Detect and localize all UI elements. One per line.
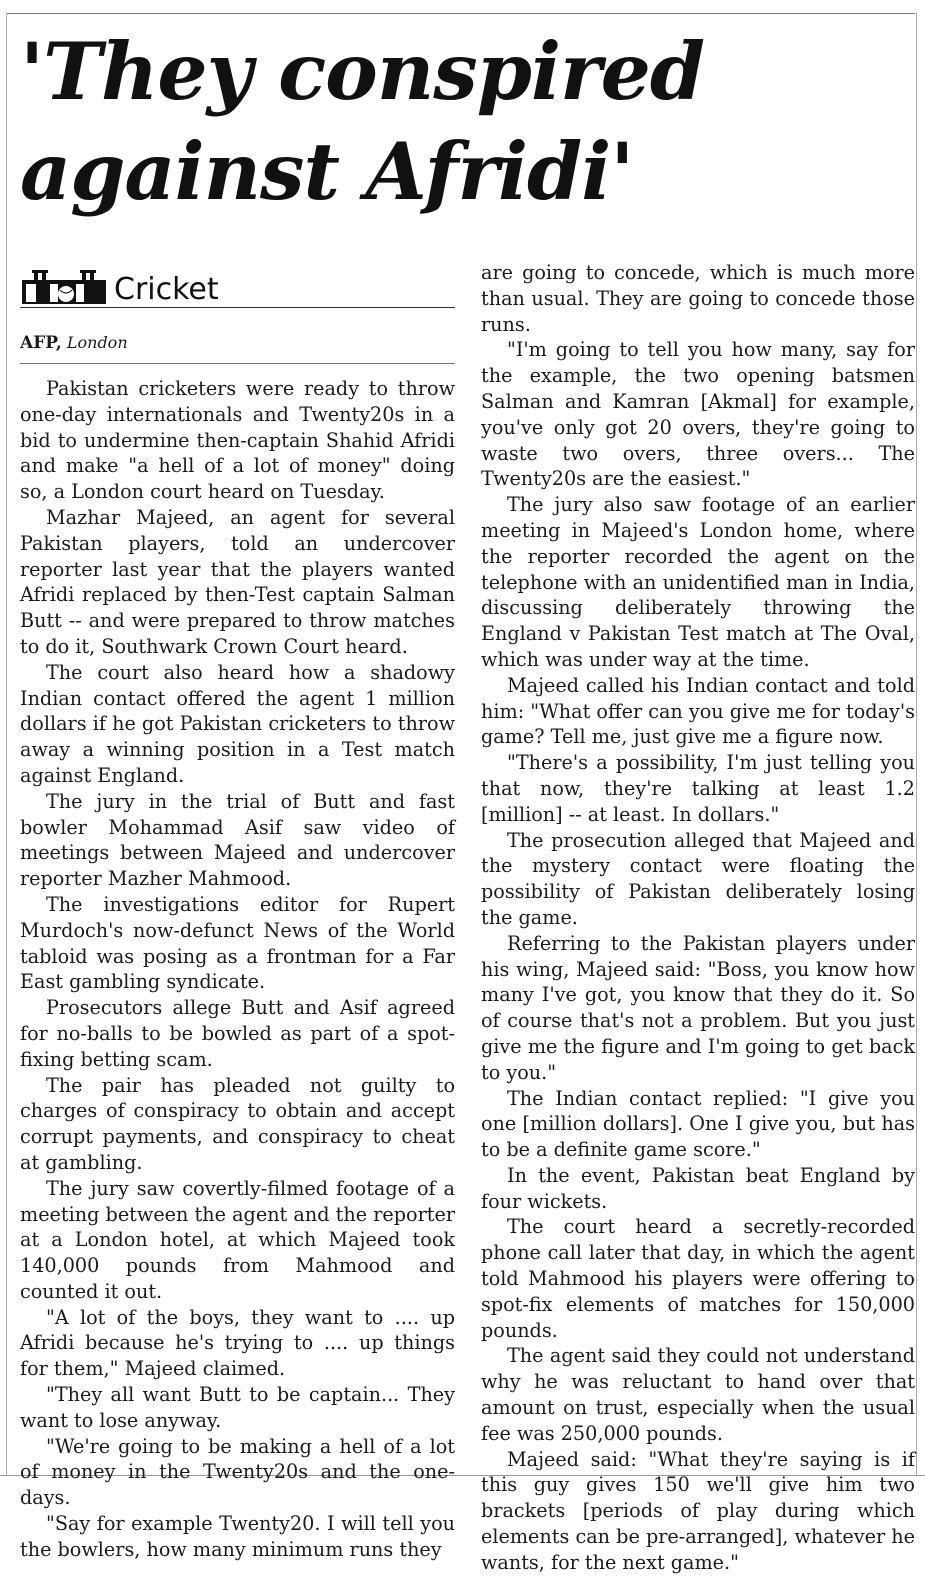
paragraph: Prosecutors allege Butt and Asif agreed for no-balls to be bowled as part of a spot-fixing betting scam. (20, 996, 455, 1071)
article-column-right (481, 260, 915, 1576)
section-tag (20, 264, 219, 306)
paragraph: Majeed said: "What they're saying is if this guy gives 150 we'll give him two brackets [periods of play during which elements can be pre-arranged], whatever he wants, for the next game." (481, 1447, 915, 1574)
paragraph: The jury also saw footage of an earlier meeting in Majeed's London home, where the reporter recorded the agent on the telephone with an unidentified man in India, discussing deliberately throwing the England v Pakistan Test match at The Oval, which was under way at the time. (481, 493, 915, 671)
paragraph: The Indian contact replied: "I give you one [million dollars]. One I give you, but has to be a definite game score." (481, 1086, 915, 1162)
paragraph: Majeed called his Indian contact and told him: "What offer can you give me for today's game? Tell me, just give me a figure now. (481, 673, 915, 749)
paragraph: The jury in the trial of Butt and fast bowler Mohammad Asif saw video of meetings between Majeed and undercover reporter Mazher Mahmood. (20, 789, 455, 891)
paragraph: The investigations editor for Rupert Murdoch's now-defunct News of the World tabloid was posing as a frontman for a Far East gambling syndicate. (20, 892, 455, 994)
right-border (916, 13, 917, 1475)
paragraph: Referring to the Pakistan players under his wing, Majeed said: "Boss, you know how many I've got, you know that they do it. So of course that's not a problem. But you just give me the figure and I'm going to get back to you." (481, 931, 915, 1084)
paragraph: In the event, Pakistan beat England by four wickets. (481, 1163, 915, 1213)
paragraph-continuation: are going to concede, which is much more than usual. They are going to concede those runs. (481, 261, 915, 336)
paragraph: "I'm going to tell you how many, say for the example, the two opening batsmen Salman and Kamran [Akmal] for example, you've only got 20 overs, they're going to waste two overs, three overs... The Twenty20s are the easiest." (481, 338, 915, 491)
paragraph: The jury saw covertly-filmed footage of a meeting between the agent and the reporter at a London hotel, at which Majeed took 140,000 pounds from Mahmood and counted it out. (20, 1176, 455, 1303)
paragraph: "We're going to be making a hell of a lot of money in the Twenty20s and the one-days. (20, 1434, 455, 1510)
paragraph: The agent said they could not understand why he was reluctant to hand over that amount on trust, especially when the usual fee was 250,000 pounds. (481, 1344, 915, 1445)
paragraph: "There's a possibility, I'm just telling you that now, they're talking at least 1.2 [million] -- at least. In dollars." (481, 751, 915, 826)
article-column-left (20, 376, 455, 1563)
paragraph: "They all want Butt to be captain... They want to lose anyway. (20, 1383, 455, 1432)
byline-rule (20, 307, 455, 308)
byline-dateline: London (66, 333, 128, 352)
section-label: Cricket (114, 272, 219, 307)
cricket-icon (20, 266, 108, 306)
top-rule (6, 13, 915, 14)
paragraph: The pair has pleaded not guilty to charges of conspiracy to obtain and accept corrupt payments, and conspiracy to cheat at gambling. (20, 1073, 455, 1174)
byline-divider (20, 363, 455, 364)
paragraph: The prosecution alleged that Majeed and the mystery contact were floating the possibility of Pakistan deliberately losing the game. (481, 828, 915, 929)
headline: 'They conspired against Afridi' (20, 25, 705, 218)
paragraph: Pakistan cricketers were ready to throw one-day internationals and Twenty20s in a bid to undermine then-captain Shahid Afridi and make "a hell of a lot of money" doing so, a London court heard on Tuesday. (20, 377, 455, 504)
paragraph: The court also heard how a shadowy Indian contact offered the agent 1 million dollars if he got Pakistan cricketers to throw away a winning position in a Test match against England. (20, 660, 455, 787)
paragraph: The court heard a secretly-recorded phone call later that day, in which the agent told Mahmood his players were offering to spot-fix elements of matches for 150,000 pounds. (481, 1215, 915, 1342)
paragraph: "A lot of the boys, they want to .... up Afridi because he's trying to .... up things for them," Majeed claimed. (20, 1305, 455, 1381)
paragraph: "Say for example Twenty20. I will tell you the bowlers, how many minimum runs they (20, 1512, 455, 1561)
byline-agency: AFP, (20, 333, 62, 353)
paragraph: Mazhar Majeed, an agent for several Pakistan players, told an undercover reporter last year that the players wanted Afridi replaced by then-Test captain Salman Butt -- and were prepared to throw matches to do it, Southwark Crown Court heard. (20, 505, 455, 658)
byline (20, 332, 128, 354)
left-border (6, 13, 7, 1475)
